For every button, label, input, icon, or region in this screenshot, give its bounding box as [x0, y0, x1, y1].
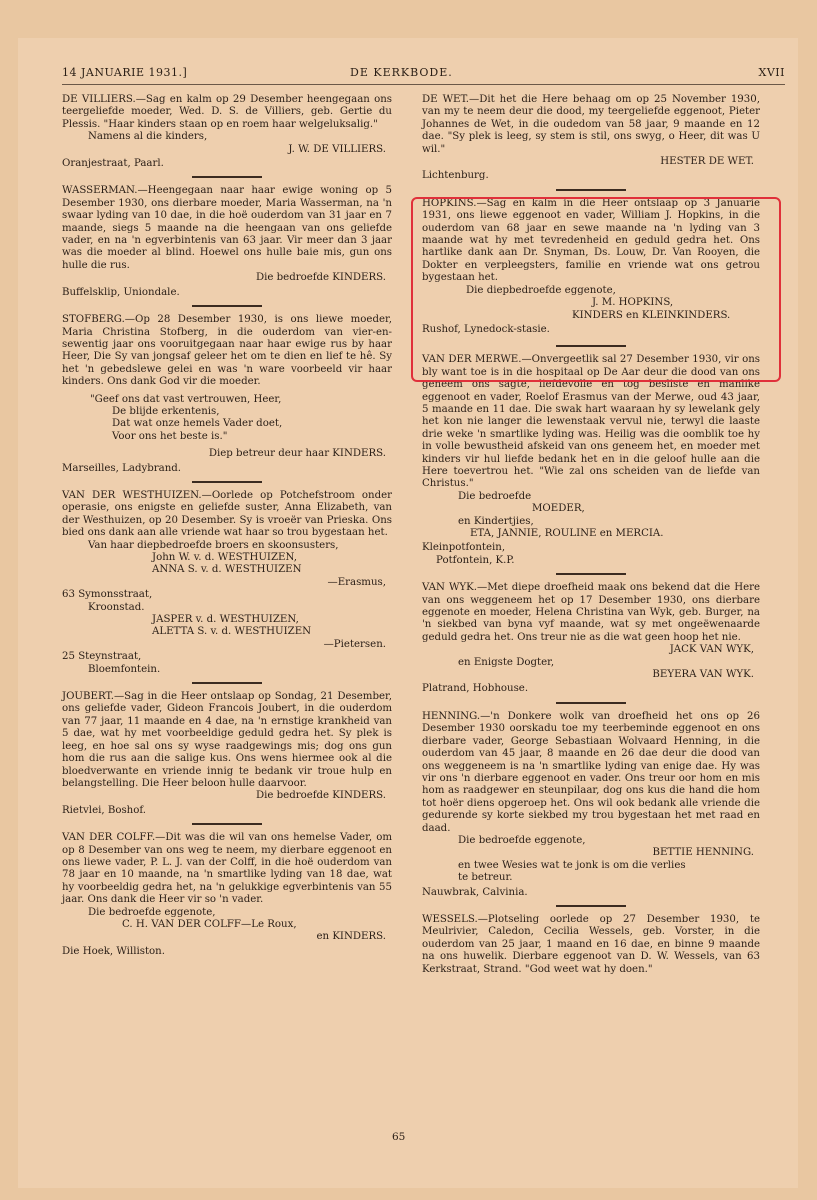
notice-place: Bloemfontein.: [88, 663, 161, 675]
notice-body: VAN DER COLFF.—Dit was die wil van ons hemelse Vader, om op 8 Desember van ons weg te neem, my dierbare eggenoot en ons liewe vader, P. L. J. van der Colff, in die hoë ouderdom van 78 jaar en 10 maande, na 'n smartlike lyding van 18 dae, wat hy voorbeeldig gedra het, na 'n gelukkige egverbintenis van 55 jaar. Ons dank die Heer vir so 'n vader.: [62, 832, 392, 906]
notice-place: Potfontein, K.P.: [436, 554, 515, 566]
header-title: DE KERKBODE.: [350, 66, 453, 79]
notice-signature: ALETTA S. v. d. WESTHUIZEN: [152, 626, 312, 638]
notice-line: Die bedroefde eggenote,: [458, 834, 586, 846]
notice-signature: —Pietersen.: [323, 638, 386, 650]
notice-wasserman: [62, 185, 392, 299]
notice-van-der-colff: [62, 832, 392, 958]
notice-line: en Enigste Dogter,: [458, 656, 555, 668]
notice-signature: ETA, JANNIE, ROULINE en MERCIA.: [470, 528, 664, 539]
notice-de-villiers: [62, 94, 392, 170]
notice-van-der-westhuizen: [62, 490, 392, 676]
separator: [192, 823, 262, 825]
separator: [192, 682, 262, 684]
notice-signature: BETTIE HENNING.: [652, 847, 754, 859]
notice-place: Kleinpotfontein,: [422, 542, 506, 554]
notice-signature: J. W. DE VILLIERS.: [288, 143, 386, 155]
notice-henning: [422, 711, 760, 899]
notice-body: STOFBERG.—Op 28 Desember 1930, is ons liewe moeder, Maria Christina Stofberg, in die ouderdom van vier-en-sewentig jaar ons vooruitgegaan naar haar ewige rus by haar Heer, Die Sy van jongsaf geleer het om te dien en lief te hê. Sy het 'n gebedslewe gelei en was 'n ware voorbeeld vir haar kinders. Ons dank God vir die moeder.: [62, 314, 392, 388]
notice-stofberg: [62, 314, 392, 475]
notice-place: Oranjestraat, Paarl.: [62, 158, 164, 170]
notice-body: DE WET.—Dit het die Here behaag om op 25 November 1930, van my te neem deur die dood, my teergeliefde eggenoot, Pieter Johannes de Wet, in die oudedom van 58 jaar, 9 maande en 12 dae. "Sy plek is leeg, sy stem is stil, ons swyg, o Heer, dit was U wil.": [422, 94, 760, 155]
notice-signature: John W. v. d. WESTHUIZEN,: [152, 552, 297, 563]
notice-place: Rietvlei, Boshof.: [62, 804, 147, 816]
notice-place: Buffelsklip, Uniondale.: [62, 286, 180, 298]
notice-van-wyk: [422, 582, 760, 696]
notice-body: VAN DER MERWE.—Onvergeetlik sal 27 Desember 1930, vir ons bly want toe is in die hospitaal op De Aar deur die dood van ons geneem ons sagte, liefdevolle en tog besliste en manlike eggenoot en vader, Roelof Erasmus van der Merwe, oud 43 jaar, 5 maande en 11 dae. Die swak hart waaraan hy sy lewelank gely het kon nie langer die lewenstaak vervul nie, terwyl die laaste drie weke 'n smartlike lyding was. Heilig was die oomblik toe hy in volle bewustheid afskeid van ons geneem het, en moeder met kinders vir hul liefde bedank het en in die geloof hulle aan die Here toevertrou het. "Wie zal ons scheiden van de liefde van Christus.": [422, 354, 760, 490]
notice-place: 63 Symonsstraat,: [62, 589, 153, 601]
notice-line: en Kindertjies,: [458, 515, 534, 527]
poem-line: Dat wat onze hemels Vader doet,: [112, 418, 283, 430]
separator: [192, 176, 262, 178]
page-header: [62, 66, 785, 84]
left-column: [62, 94, 392, 963]
poem-line: Voor ons het beste is.": [112, 430, 228, 442]
notice-wessels: [422, 914, 760, 976]
notice-body: DE VILLIERS.—Sag en kalm op 29 Desember heengegaan ons teergeliefde moeder, Wed. D. S. de Villiers, geb. Gertie du Plessis. "Haar kinders staan op en roem haar welgeluksalig.": [62, 94, 392, 130]
notice-line: Die bedroefde eggenote,: [88, 906, 216, 918]
notice-signature: Die bedroefde KINDERS.: [255, 790, 386, 802]
separator: [556, 905, 626, 907]
header-page-roman: XVII: [758, 66, 785, 79]
notice-signature: JASPER v. d. WESTHUIZEN,: [152, 614, 299, 626]
notice-joubert: [62, 691, 392, 817]
notice-body: VAN WYK.—Met diepe droefheid maak ons bekend dat die Here van ons weggeneem het op 17 Desember 1930, ons dierbare eggenote en moeder, Helena Christina van Wyk, geb. Burger, na 'n siekbed van byna vyf maande, wat sy met ongeëwenaarde geduld gedra het. Ons treur nie as die wat geen hoop het nie.: [422, 582, 760, 643]
notice-body: VAN DER WESTHUIZEN.—Oorlede op Potchefstroom onder operasie, ons enigste en geliefde suster, Anna Elizabeth, van der Westhuizen, op 20 Desember. Sy is vroeër van Prieska. Ons bied ons dank aan alle vriende wat haar so trou bygestaan het.: [62, 489, 392, 539]
notice-van-der-merwe: [422, 354, 760, 567]
separator: [556, 189, 626, 191]
notice-line: en twee Wesies wat te jonk is om die verlies: [458, 859, 686, 871]
notice-body: HOPKINS.—Sag en kalm in die Heer ontslaap op 3 Januarie 1931, ons liewe eggenoot en vader, William J. Hopkins, in die ouderdom van 68 jaar en sewe maande na 'n lyding van 3 maande wat hy met tevredenheid en geduld gedra het. Ons hartlike dank aan Dr. Snyman, Ds. Louw, Dr. Van Rooyen, die Dokter en verpleegsters, familie en vriende wat ons getrou bygestaan het.: [422, 197, 760, 284]
notice-signature: C. H. VAN DER COLFF—Le Roux,: [122, 918, 297, 930]
notice-place: 25 Steynstraat,: [62, 651, 142, 663]
notice-signature: KINDERS en KLEINKINDERS.: [572, 309, 731, 321]
notice-signature: —Erasmus,: [327, 576, 386, 588]
notice-line: Namens al die kinders,: [88, 131, 208, 143]
header-rule: [62, 84, 785, 85]
notice-line: te betreur.: [458, 872, 513, 884]
notice-place: Die Hoek, Williston.: [62, 945, 165, 957]
header-date: 14 JANUARIE 1931.]: [62, 66, 188, 79]
notice-signature: en KINDERS.: [316, 931, 386, 943]
notice-line: Die bedroefde: [458, 490, 532, 502]
notice-body: WASSERMAN.—Heengegaan naar haar ewige woning op 5 Desember 1930, ons dierbare moeder, Maria Wasserman, na 'n swaar lyding van 10 dae, in die hoë ouderdom van 31 jaar en 7 maande, siegs 5 maande na die heengaan van ons geliefde vader, en na 'n egverbintenis van 63 jaar. Vir meer dan 3 jaar was die moeder al blind. Hoewel ons hulle baie mis, gun ons hulle die rus.: [62, 185, 392, 271]
notice-signature: HESTER DE WET.: [660, 156, 754, 168]
notice-signature: ANNA S. v. d. WESTHUIZEN: [152, 564, 302, 576]
notice-signature: Die bedroefde KINDERS.: [255, 272, 386, 284]
notice-line: Die diepbedroefde eggenote,: [466, 284, 616, 296]
notice-place: Lichtenburg.: [422, 170, 489, 182]
hopkins-highlight-box: [411, 197, 781, 382]
notice-de-wet: [422, 94, 760, 183]
notice-body: HENNING.—'n Donkere wolk van droefheid het ons op 26 Desember 1930 oorskadu toe my teerbeminde eggenoot en ons dierbare vader, George Sebastiaan Wolvaard Henning, in die ouderdom van 45 jaar, 8 maande en 26 dae deur die dood van ons weggeneem is na 'n smartlike lyding van enige dae. Hy was vir ons 'n dierbare eggenoot en vader. Ons treur oor hom en mis hom as raadgewer en steunpilaar, dog ons kus die hand die hom tot hoër diens opgeroep het. Ons wil ook bedank alle vriende die gedurende sy korte siekbed my trou bygestaan het met raad en daad.: [422, 710, 760, 834]
notice-signature: BEYERA VAN WYK.: [652, 669, 754, 681]
notice-signature: JACK VAN WYK,: [669, 644, 754, 656]
notice-place: Kroonstad.: [88, 601, 145, 613]
notice-place: Marseilles, Ladybrand.: [62, 462, 182, 474]
notice-signature: MOEDER,: [532, 503, 585, 515]
notice-signature: Diep betreur deur haar KINDERS.: [208, 448, 386, 460]
separator: [556, 702, 626, 704]
notice-body: WESSELS.—Plotseling oorlede op 27 Desember 1930, te Meulrivier, Caledon, Cecilia Wessels, geb. Vorster, in die ouderdom van 25 jaar, 1 maand en 16 dae, en binne 9 maande na ons huwelik. Dierbare eggenoot van D. W. Wessels, van 63 Kerkstraat, Strand. "God weet wat hy doen.": [422, 913, 760, 975]
separator: [192, 305, 262, 307]
notice-body: JOUBERT.—Sag in die Heer ontslaap op Sondag, 21 Desember, ons geliefde vader, Gideon Francois Joubert, in die ouderdom van 77 jaar, 11 maande en 4 dae, na 'n ernstige krankheid van 5 dae, wat hy met voorbeeldige geduld gedra het. Sy plek is leeg, en hoe sal ons sy wyse raadgewings mis; dog ons gun hom die rus aan die salige kus. Ons wens hiermee ook al die bloedverwante en vriende innig te bedank vir troue hulp en belangstelling. Die Heer beloon hulle daarvoor.: [62, 691, 392, 789]
poem-line: De blijde erkentenis,: [112, 405, 220, 417]
poem-line: "Geef ons dat vast vertrouwen, Heer,: [90, 393, 282, 405]
notice-place: Rushof, Lynedock-stasie.: [422, 323, 550, 335]
page-number: 65: [392, 1131, 406, 1143]
notice-signature: J. M. HOPKINS,: [592, 297, 674, 309]
notice-place: Nauwbrak, Calvinia.: [422, 886, 528, 898]
separator: [192, 481, 262, 483]
notice-place: Platrand, Hobhouse.: [422, 683, 529, 695]
notice-line: Van haar diepbedroefde broers en skoonsusters,: [88, 539, 339, 551]
separator: [556, 573, 626, 575]
